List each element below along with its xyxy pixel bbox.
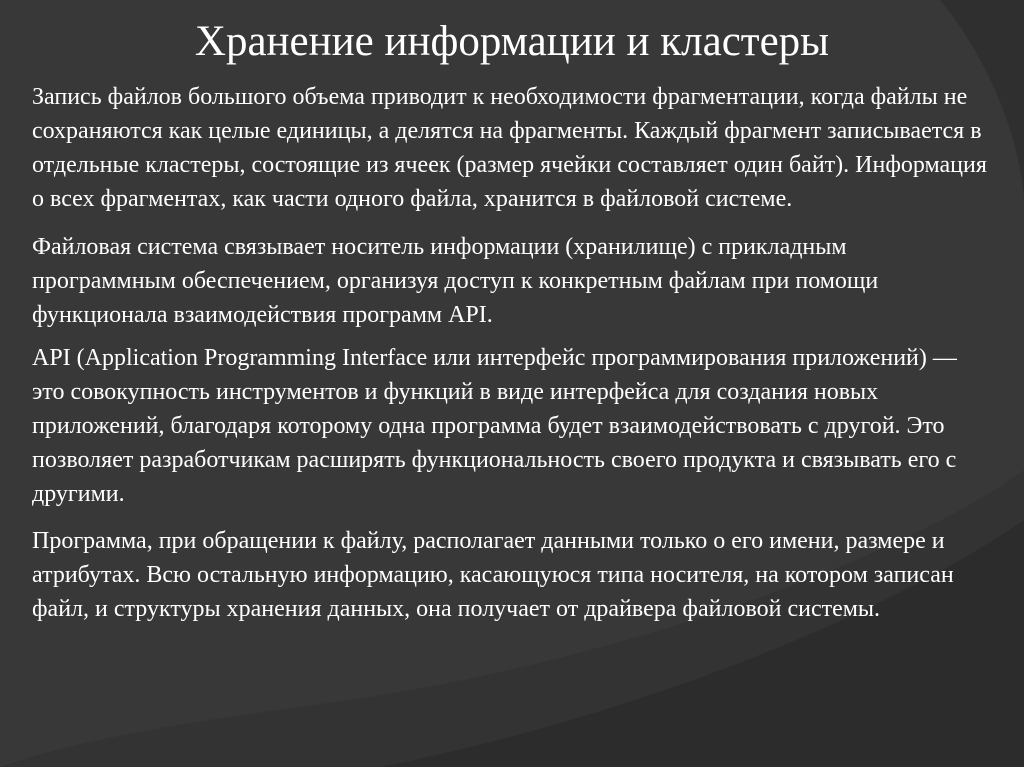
paragraph-api: API (Application Programming Interface или интерфейс программирования приложений) — это совокупность инструментов и функций в виде интерфейса для создания новых приложений, благодаря которому одна программа будет взаимодействовать с другой. Это позволяет разработчикам расширять функциональность своего продукта и связывать его с другими. [32, 345, 957, 507]
slide-title: Хранение информации и кластеры [194, 18, 830, 65]
paragraph-file-system: Файловая система связывает носитель информации (хранилище) с прикладным программным обеспечением, организуя доступ к конкретным файлам при помощи функционала взаимодействия программ API. [32, 234, 879, 328]
slide-body [30, 80, 990, 626]
paragraph-driver: Программа, при обращении к файлу, располагает данными только о его имени, размере и атрибутах. Всю остальную информацию, касающуюся типа носителя, на котором записан файл, и структуры хранения данных, она получает от драйвера файловой системы. [32, 528, 954, 622]
paragraph-fragmentation: Запись файлов большого объема приводит к необходимости фрагментации, когда файлы не сохраняются как целые единицы, а делятся на фрагменты. Каждый фрагмент записывается в отдельные кластеры, состоящие из ячеек (размер ячейки составляет один байт). Информация о всех фрагментах, как части одного файла, хранится в файловой системе. [32, 84, 987, 212]
